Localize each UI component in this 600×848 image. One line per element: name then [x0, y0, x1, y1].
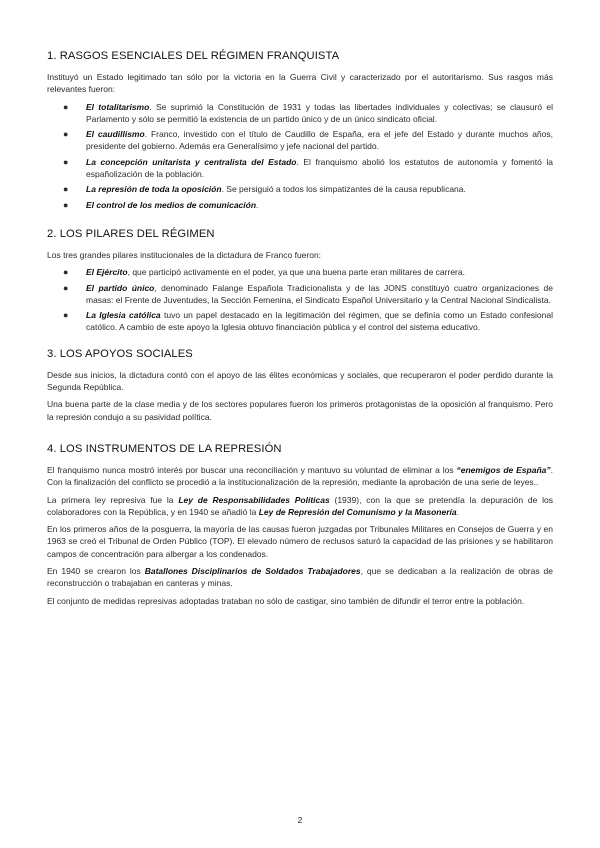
section-intro: Instituyó un Estado legitimado tan sólo por la victoria en la Guerra Civil y caracterizado por el autoritarismo. Sus rasgos más relevantes fueron:: [47, 72, 553, 95]
list-item: ● El control de los medios de comunicación.: [63, 199, 259, 210]
paragraph: Una buena parte de la clase media y de los sectores populares fueron los primeros protagonistas de la oposición al franquismo. Pero la represión condujo a su pasividad política.: [47, 399, 553, 422]
bullet-icon: ●: [63, 101, 69, 112]
paragraph: En 1940 se crearon los Batallones Disciplinarios de Soldados Trabajadores, que se dedicaban a la realización de obras de reconstrucción o trabajaban en canteras y minas.: [47, 566, 554, 589]
bullet-icon: ●: [63, 184, 69, 195]
page-number: 2: [297, 815, 303, 825]
section-title: 2. LOS PILARES DEL RÉGIMEN: [47, 227, 215, 240]
list-item: ● El Ejército, que participó activamente en el poder, ya que una buena parte eran militares de carrera.: [63, 267, 465, 278]
section-apoyos: [47, 347, 553, 423]
paragraph: El franquismo nunca mostró interés por buscar una reconciliación y mantuvo su voluntad de eliminar a los “enemigos de España”. Con la finalización del conflicto se procedió a la institucionalización de la represión, mediante la aprobación de una serie de leyes..: [47, 464, 553, 488]
section-rasgos: [47, 49, 553, 211]
list-item: ● El totalitarismo. Se suprimió la Constitución de 1931 y todas las libertades individuales y colectivas; se clausuró el Parlamento y sólo se permitió la existencia de un partido único y de un único sindicato oficial.: [63, 101, 553, 124]
bullet-icon: ●: [63, 267, 69, 278]
document-content: [47, 49, 553, 623]
section-pilares: [47, 227, 553, 334]
bullet-icon: ●: [63, 199, 69, 210]
section-intro: Los tres grandes pilares institucionales de la dictadura de Franco fueron:: [47, 249, 322, 260]
list-item: ● La concepción unitarista y centralista del Estado. El franquismo abolió los estatutos de autonomía y fomentó la españolización de la población.: [63, 156, 554, 180]
section-represion: [47, 442, 553, 607]
bullet-icon: ●: [63, 310, 69, 321]
list-item: ● El caudillismo. Franco, investido con el título de Caudillo de España, era el jefe del Estado y durante muchos años, presidente del gobierno. Además era Generalísimo y jefe nacional del partido.: [63, 129, 553, 152]
paragraph: En los primeros años de la posguerra, la mayoría de las causas fueron juzgadas por Tribunales Militares en Consejos de Guerra y en 1963 se creó el Tribunal de Orden Público (TOP). El elevado número de reclusos saturó la capacidad de las prisiones y se habilitaron campos de concentración para albergar a los condenados.: [47, 524, 553, 559]
section-title: 4. LOS INSTRUMENTOS DE LA REPRESIÓN: [47, 442, 282, 455]
list-item: ● El partido único, denominado Falange Española Tradicionalista y de las JONS constituyó cuatro organizaciones de masas: el Frente de Juventudes, la Sección Femenina, el Sindicato Español Universitario y la Central Nacional Sindicalista.: [63, 282, 553, 305]
paragraph: La primera ley represiva fue la Ley de Responsabilidades Políticas (1939), con la que se pretendía la depuración de los colaboradores con la República, y en 1940 se añadió la Ley de Represión del Comunismo y la Masonería.: [47, 494, 553, 517]
bullet-icon: ●: [63, 156, 69, 167]
bullet-icon: ●: [63, 282, 69, 293]
section-title: 3. LOS APOYOS SOCIALES: [47, 347, 193, 360]
bullet-list: [47, 266, 553, 333]
bullet-list: [47, 101, 553, 211]
section-title: 1. RASGOS ESENCIALES DEL RÉGIMEN FRANQUISTA: [47, 50, 340, 62]
list-item: ● La Iglesia católica tuvo un papel destacado en la legitimación del régimen, que se definía como un Estado confesional católico. A cambio de este apoyo la Iglesia obtuvo financiación pública y el control del sistema educativo.: [63, 310, 554, 333]
paragraph: El conjunto de medidas represivas adoptadas trataban no sólo de castigar, sino también de difundir el terror entre la población.: [47, 595, 525, 606]
bullet-icon: ●: [63, 129, 69, 140]
paragraph: Desde sus inicios, la dictadura contó con el apoyo de las élites económicas y sociales, que recuperaron el poder perdido durante la Segunda República.: [47, 369, 553, 393]
list-item: ● La represión de toda la oposición. Se persiguió a todos los simpatizantes de la causa republicana.: [63, 184, 466, 195]
